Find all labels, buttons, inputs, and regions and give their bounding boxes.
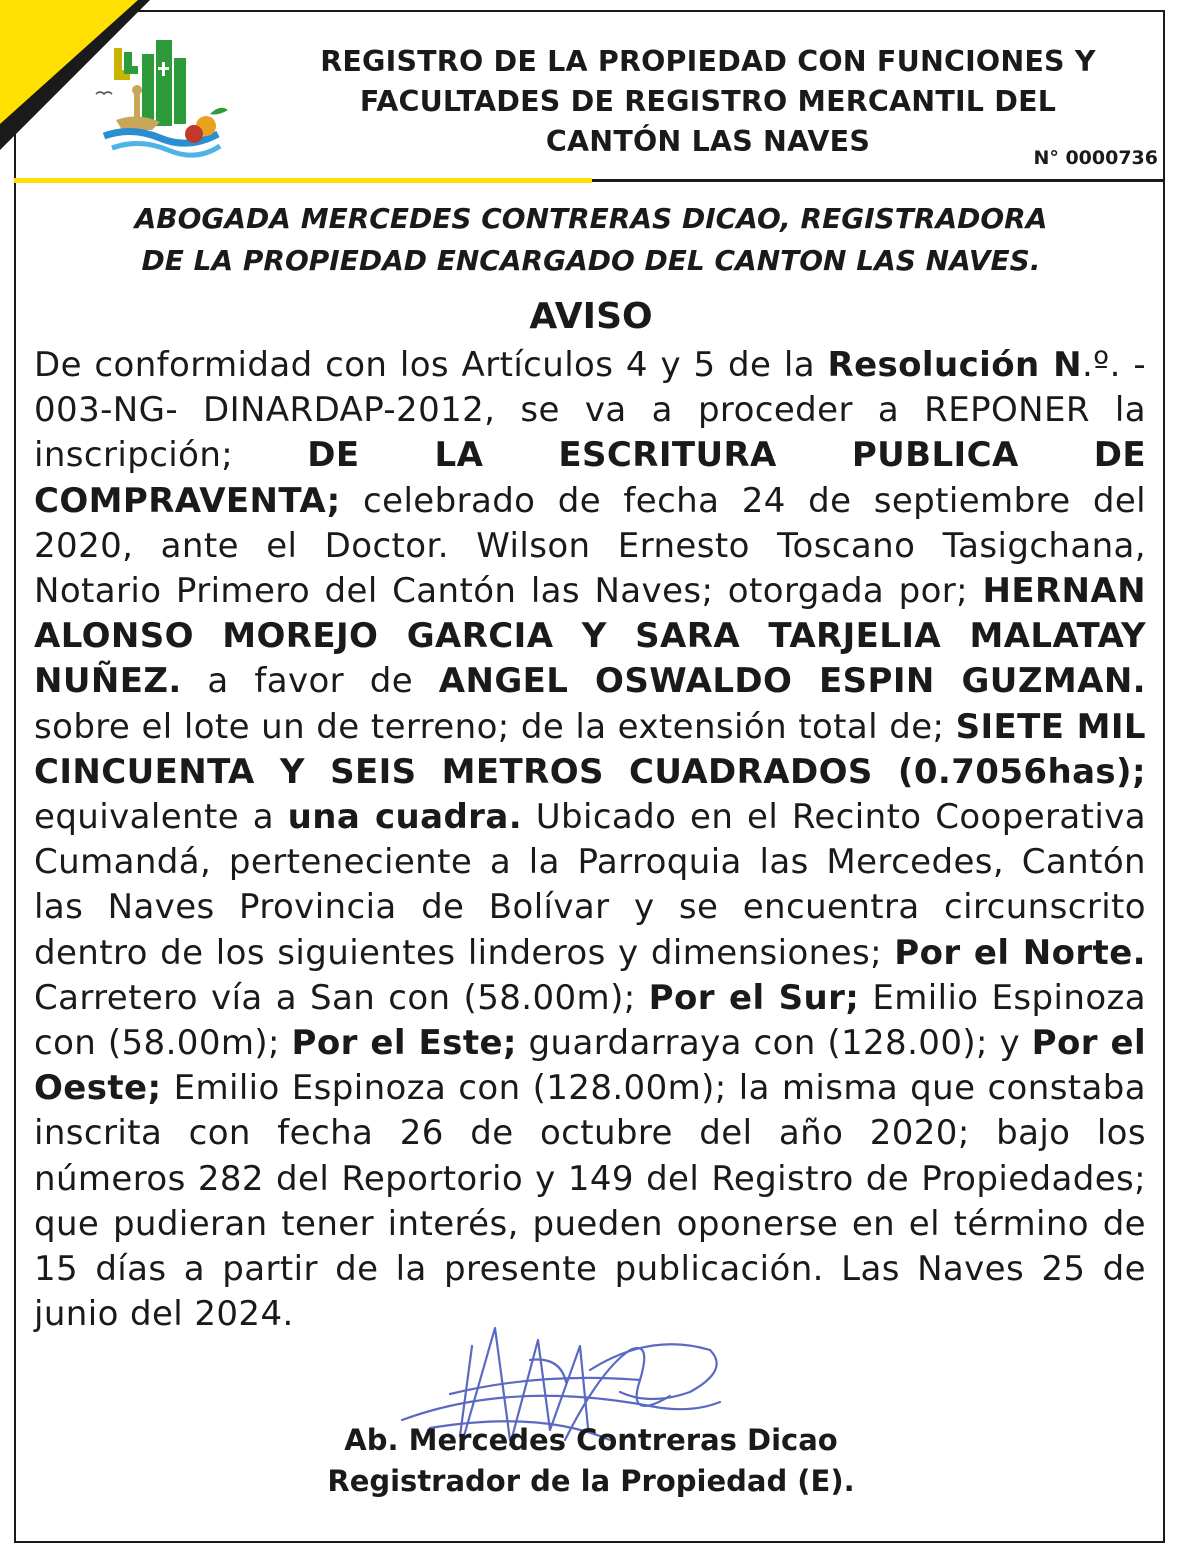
signer-block: [20, 1420, 1162, 1502]
notice-heading: AVISO: [529, 296, 653, 337]
body-text: Emilio Espinoza con (58.00m);: [34, 977, 1147, 1064]
body-text: De conformidad con los Artículos 4 y 5 de la: [34, 345, 828, 385]
body-text: Emilio Espinoza con (128.00m); la misma que constaba inscrita con fecha 26 de octubre del año 2020; bajo los números 282 del Reportorio y 149 del Registro de Propiedades; que pudieran tener interés, pueden oponerse en el término de 15 días a partir de la presente publicación. Las Naves 25 de junio del 2024.: [34, 1068, 1146, 1335]
body-text: sobre el lote un de terreno; de la extensión total de;: [34, 706, 956, 747]
body-text: guardarraya con (128.00); y: [516, 1023, 1032, 1064]
body-text: equivalente a: [34, 797, 288, 838]
las-naves-municipal-logo-icon: [82, 18, 240, 176]
signer-title: Registrador de la Propiedad (E).: [327, 1464, 855, 1498]
body-text: a favor de: [181, 661, 439, 702]
body-bold-text: DE LA ESCRITURA PUBLICA DE COMPRAVENTA;: [34, 435, 1146, 521]
body-bold-text: una cuadra.: [287, 797, 523, 838]
body-text: .º. - 003-NG- DINARDAP-2012, se va a proceder a REPONER la inscripción;: [34, 345, 1146, 476]
header-rule-yellow: [14, 178, 592, 183]
signer-name: Ab. Mercedes Contreras Dicao: [344, 1423, 838, 1457]
registry-title-line-1: REGISTRO DE LA PROPIEDAD CON FUNCIONES Y: [320, 45, 1096, 78]
body-bold-text: ANGEL OSWALDO ESPIN GUZMAN.: [438, 661, 1146, 702]
notice-number: N° 0000736: [1033, 147, 1158, 169]
body-bold-text: Por el Oeste;: [34, 1023, 1147, 1109]
body-bold-text: SIETE MIL CINCUENTA Y SEIS METROS CUADRADOS (0.7056has);: [34, 706, 1146, 792]
body-text: Carretero vía a San con (58.00m);: [34, 977, 649, 1018]
body-bold-text: Resolución N: [827, 345, 1082, 385]
registry-title-line-2: FACULTADES DE REGISTRO MERCANTIL DEL: [359, 85, 1057, 118]
registrar-heading: [40, 198, 1142, 282]
body-text: celebrado de fecha 24 de septiembre del 2020, ante el Doctor. Wilson Ernesto Toscano Tasigchana, Notario Primero del Cantón las Naves; otorgada por;: [34, 480, 1146, 612]
registry-title-line-3: CANTÓN LAS NAVES: [545, 125, 871, 158]
body-bold-text: Por el Este;: [291, 1023, 517, 1064]
registry-title: [266, 42, 1150, 162]
body-bold-text: HERNAN ALONSO MOREJO GARCIA Y SARA TARJELIA MALATAY NUÑEZ.: [34, 571, 1146, 702]
body-bold-text: Por el Norte.: [894, 932, 1146, 973]
body-text: Ubicado en el Recinto Cooperativa Cumandá, perteneciente a la Parroquia las Mercedes, Cantón las Naves Provincia de Bolívar y se encuentra circunscrito dentro de los siguientes linderos y dimensiones;: [34, 797, 1146, 973]
registrar-heading-line-1: ABOGADA MERCEDES CONTRERAS DICAO, REGISTRADORA: [134, 202, 1048, 235]
notice-body: [34, 343, 1146, 1337]
body-bold-text: Por el Sur;: [648, 977, 860, 1018]
header-rule-black: [592, 179, 1165, 182]
registrar-heading-line-2: DE LA PROPIEDAD ENCARGADO DEL CANTON LAS NAVES.: [141, 244, 1041, 277]
